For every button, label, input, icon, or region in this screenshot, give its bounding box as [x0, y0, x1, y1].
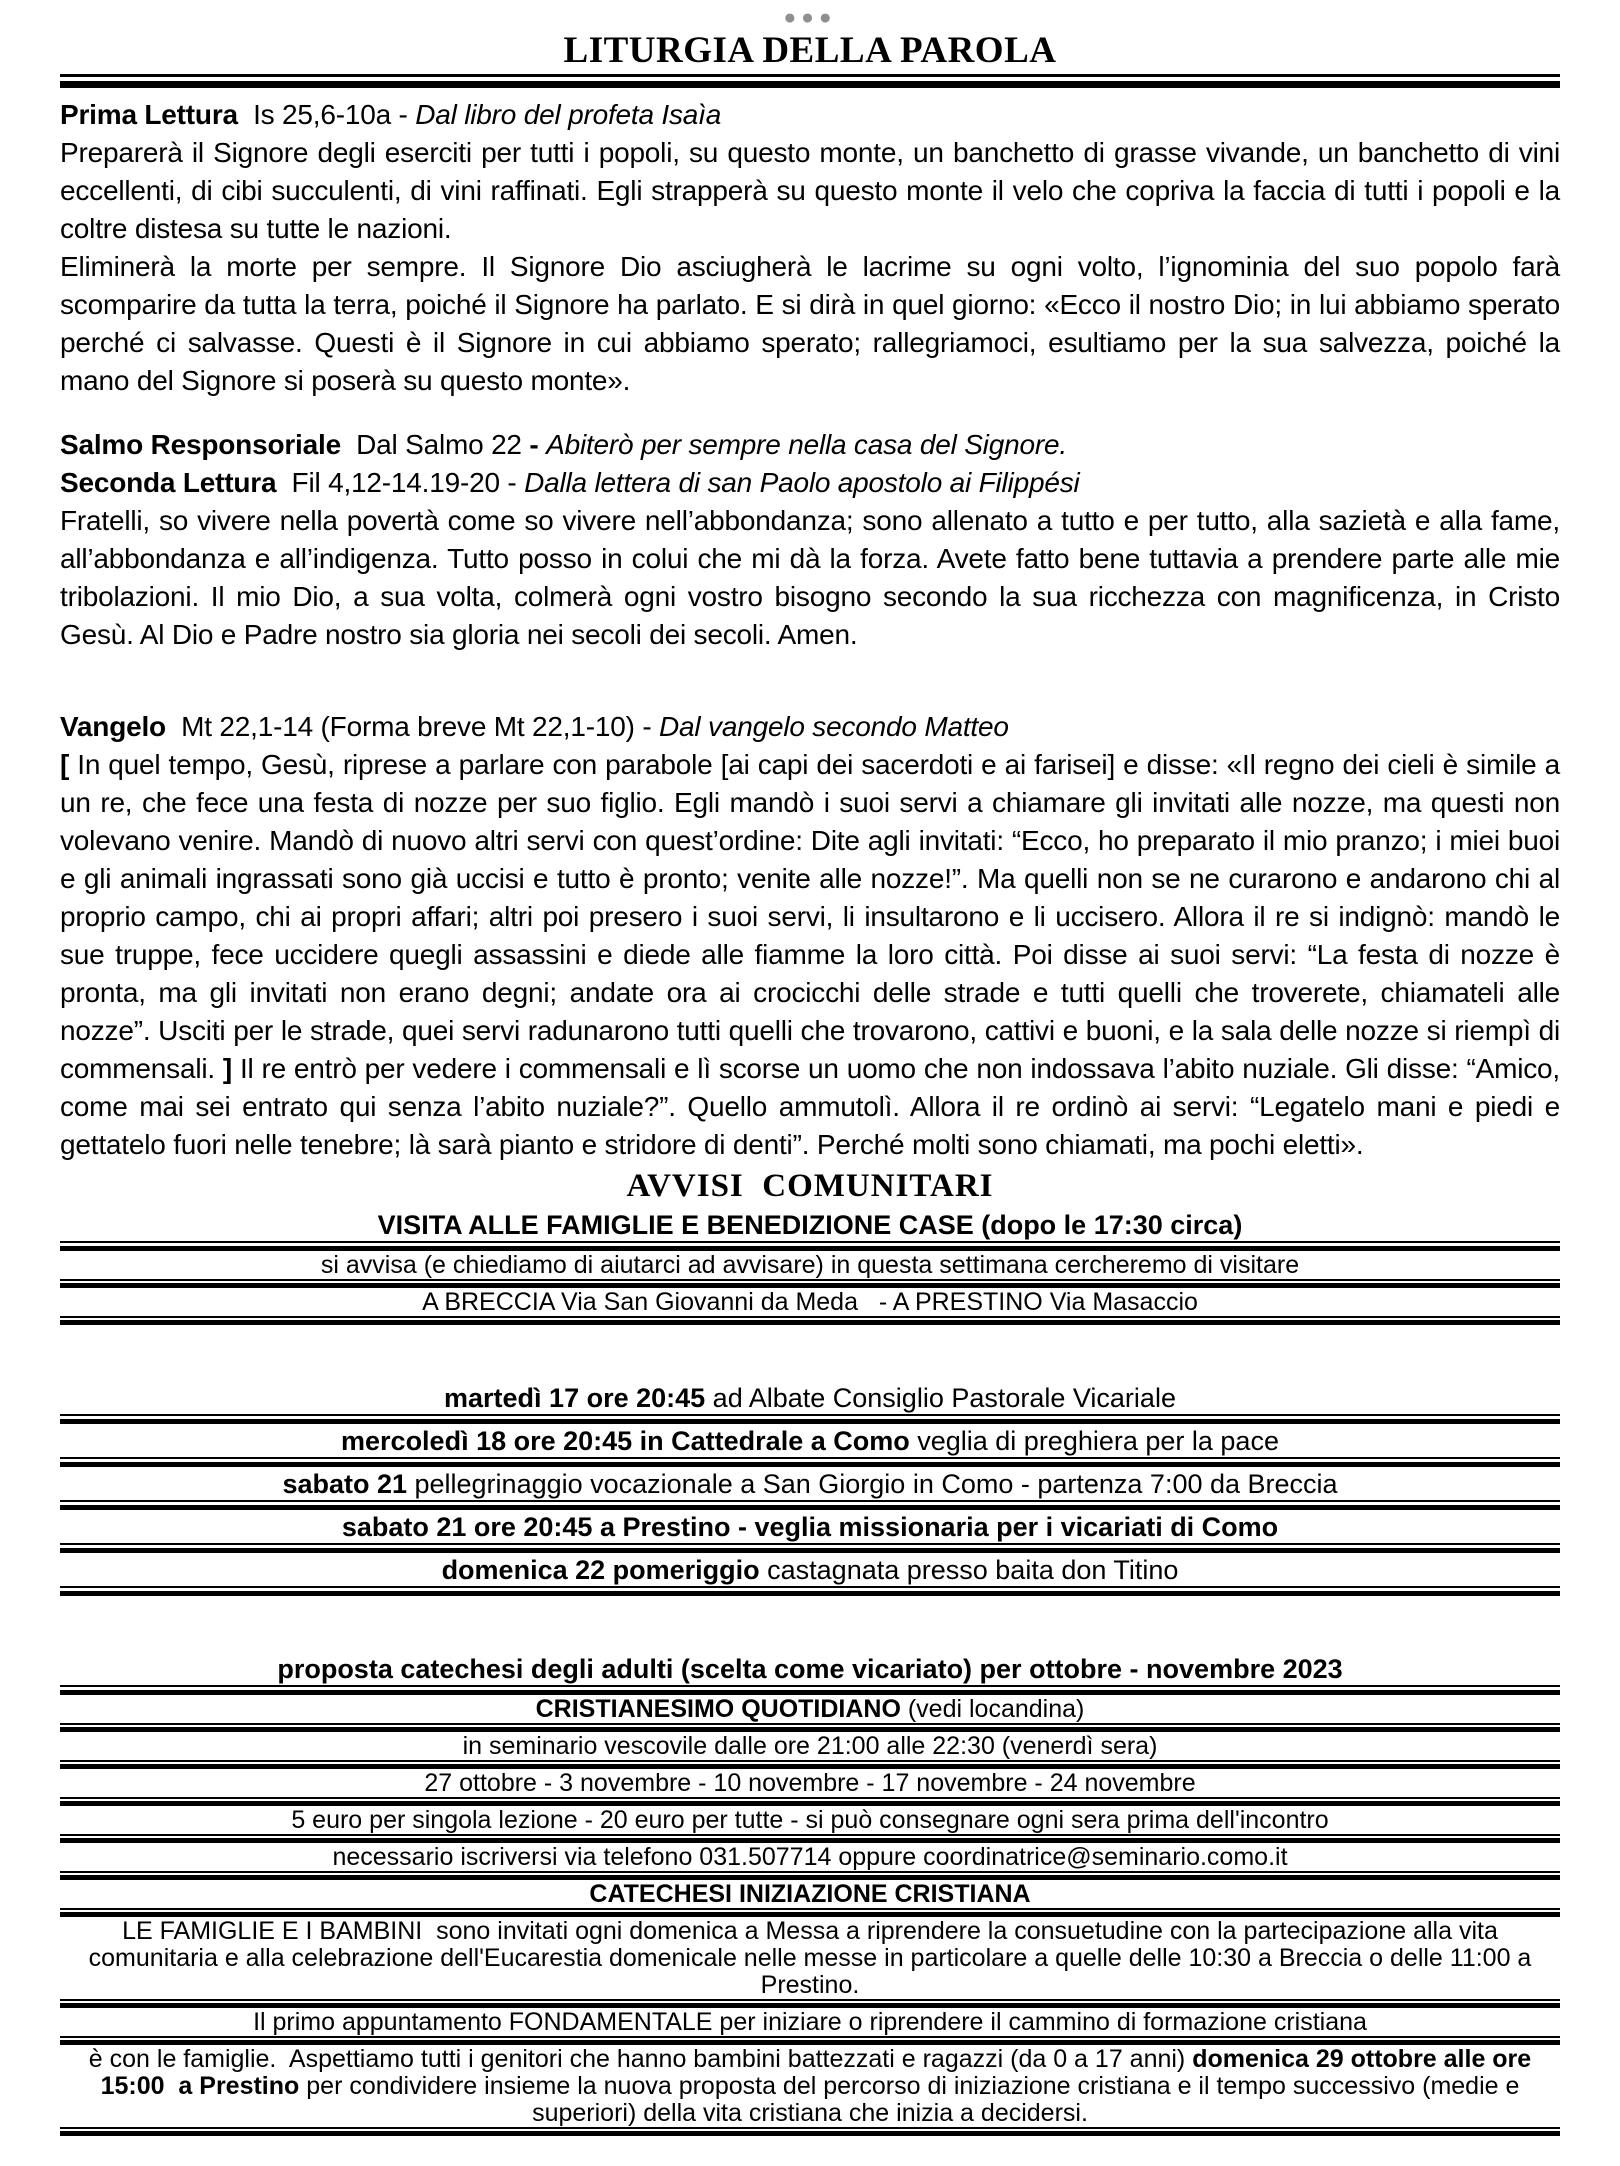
- reading-heading: [60, 708, 1560, 746]
- text-run: mercoledì 18 ore 20:45 in Cattedrale a Como: [341, 1426, 918, 1456]
- text-run: si avvisa (e chiediamo di aiutarci ad avvisare) in questa settimana cercheremo di visitare: [320, 1251, 1300, 1279]
- text-run: in seminario vescovile dalle ore 21:00 alle 22:30 (venerdì sera): [462, 1732, 1158, 1760]
- announcement-text: [60, 2008, 1560, 2038]
- announcement-text: [60, 1510, 1560, 1545]
- text-run: A BRECCIA Via San Giovanni da Meda - A PRESTINO Via Masaccio: [422, 1288, 1198, 1316]
- announcement-text: [60, 1424, 1560, 1459]
- top-dots: ●●●: [783, 6, 837, 29]
- announcement-text: [60, 1732, 1560, 1762]
- paragraph-spacer: [60, 654, 1560, 708]
- reading-paragraph: [60, 502, 1560, 654]
- announcement-text: [60, 1769, 1560, 1799]
- text-run: Dalla lettera di san Paolo apostolo ai Filippési: [524, 467, 1080, 498]
- text-run: Dal Salmo 22: [340, 429, 530, 460]
- announcement-text: [60, 1553, 1560, 1588]
- text-run: ad Albate Consiglio Pastorale Vicariale: [712, 1383, 1176, 1413]
- announcement-row: [60, 1381, 1560, 1424]
- announcement-row: [60, 1208, 1560, 1251]
- text-run: domenica 22 pomeriggio: [441, 1555, 768, 1585]
- text-run: Fil 4,12-14.19-20 -: [276, 467, 525, 498]
- announcement-row: [60, 1769, 1560, 1806]
- announcement-row: [60, 2008, 1560, 2045]
- paragraph-spacer: [60, 400, 1560, 426]
- text-run: Dal vangelo secondo Matteo: [659, 711, 1009, 742]
- liturgy-section: [60, 96, 1560, 1164]
- announcement-row: [60, 1880, 1560, 1917]
- announcement-text: [60, 1880, 1560, 1910]
- text-run: VISITA ALLE FAMIGLIE E BENEDIZIONE CASE (dopo le 17:30 circa): [377, 1210, 1243, 1240]
- text-run: Eliminerà la morte per sempre. Il Signore Dio asciugherà le lacrime su ogni volto, l’ignominia del suo popolo farà scomparire da tutta la terra, poiché il Signore ha parlato. E si dirà in quel giorno: «Ecco il nostro Dio; in lui abbiamo sperato perché ci salvasse. Questi è il Signore in cui abbiamo sperato; rallegriamoci, esultiamo per la sua salvezza, poiché la mano del Signore si poserà su questo monte».: [60, 251, 1560, 396]
- text-run: In quel tempo, Gesù, riprese a parlare con parabole [ai capi dei sacerdoti e ai farisei] e disse: «Il regno dei cieli è simile a un re, che fece una festa di nozze per suo figlio. Egli mandò i suoi servi a chiamare gli invitati alle nozze, ma questi non volevano venire. Mandò di nuovo altri servi con quest’ordine: Dite agli invitati: “Ecco, ho preparato il mio pranzo; i miei buoi e gli animali ingrassati sono già uccisi e tutto è pronto; venite alle nozze!”. Ma quelli non se ne curarono e andarono chi al proprio campo, chi ai propri affari; altri poi presero i suoi servi, li insultarono e li uccisero. Allora il re si indignò: mandò le sue truppe, fece uccidere quegli assassini e diede alle fiamme la loro città. Poi disse ai suoi servi: “La festa di nozze è pronta, ma gli invitati non erano degni; andate ora ai crocicchi delle strade e tutti quelli che troverete, chiamateli alle nozze”. Usciti per le strade, quei servi radunarono tutti quelli che trovarono, cattivi e buoni, e la sala delle nozze si riempì di commensali.: [60, 749, 1560, 1084]
- text-run: pellegrinaggio vocazionale a San Giorgio in Como - partenza 7:00 da Breccia: [414, 1469, 1338, 1499]
- text-run: sabato 21: [282, 1469, 415, 1499]
- announcement-text: [60, 1381, 1560, 1416]
- announcement-text: [60, 1917, 1560, 2001]
- text-run: Abiterò per sempre nella casa del Signore.: [546, 429, 1067, 460]
- text-run: Salmo Responsoriale: [60, 429, 341, 460]
- reading-heading: [60, 464, 1560, 502]
- text-run: CATECHESI INIZIAZIONE CRISTIANA: [589, 1880, 1031, 1908]
- text-run: proposta catechesi degli adulti (scelta come vicariato) per ottobre - novembre 2023: [277, 1654, 1343, 1684]
- text-run: LE FAMIGLIE E I BAMBINI sono invitati ogni domenica a Messa a riprendere la consuetudine con la partecipazione alla vita comunitaria e alla celebrazione dell'Eucarestia domenicale nelle messe in particolare a quelle delle 10:30 a Breccia o delle 11:00 a Prestino.: [88, 1917, 1539, 1999]
- page-title: LITURGIA DELLA PAROLA: [563, 30, 1057, 71]
- reading-heading: [60, 96, 1560, 134]
- text-run: 5 euro per singola lezione - 20 euro per tutte - si può consegnare ogni sera prima dell'incontro: [291, 1806, 1329, 1834]
- announcement-row: [60, 1843, 1560, 1880]
- announcement-row: [60, 1917, 1560, 2008]
- text-run: Il re entrò per vedere i commensali e lì scorse un uomo che non indossava l’abito nuziale. Gli disse: “Amico, come mai sei entrato qui senza l’abito nuziale?”. Quello ammutolì. Allora il re ordinò ai servi: “Legatelo mani e piedi e gettatelo fuori nelle tenebre; là sarà pianto e stridore di denti”. Perché molti sono chiamati, ma pochi eletti».: [60, 1053, 1560, 1160]
- text-run: [: [60, 749, 78, 780]
- announcement-row: [60, 1806, 1560, 1843]
- text-run: Fratelli, so vivere nella povertà come so vivere nell’abbondanza; sono allenato a tutto e per tutto, alla sazietà e alla fame, all’abbondanza e all’indigenza. Tutto posso in colui che mi dà la forza. Avete fatto bene tuttavia a prendere parte alle mie tribolazioni. Il mio Dio, a sua volta, colmerà ogni vostro bisogno secondo la sua ricchezza con magnificenza, in Cristo Gesù. Al Dio e Padre nostro sia gloria nei secoli dei secoli. Amen.: [60, 505, 1560, 650]
- announcement-row: [60, 1695, 1560, 1732]
- announcement-row: [60, 1251, 1560, 1288]
- announcements-section: [60, 1208, 1560, 2136]
- text-run: castagnata presso baita don Titino: [767, 1555, 1179, 1585]
- announcement-text: [60, 2045, 1560, 2129]
- reading-paragraph: [60, 248, 1560, 400]
- text-run: Dal libro del profeta Isaìa: [415, 99, 722, 130]
- announcement-row: [60, 2045, 1560, 2136]
- text-run: Mt 22,1-14 (Forma breve Mt 22,1-10) -: [165, 711, 660, 742]
- announcement-text: [60, 1208, 1560, 1243]
- text-run: è con le famiglie. Aspettiamo tutti i genitori che hanno bambini battezzati e ragazzi (da 0 a 17 anni): [88, 2045, 1193, 2073]
- announcement-row: [60, 1288, 1560, 1325]
- announcement-row: [60, 1553, 1560, 1596]
- text-run: per condividere insieme la nuova proposta del percorso di iniziazione cristiana e il tempo successivo (medie e superiori) della vita cristiana che inizia a decidersi.: [299, 2072, 1527, 2127]
- text-run: Prima Lettura: [60, 99, 238, 130]
- announcement-text: [60, 1467, 1560, 1502]
- reading-paragraph: [60, 746, 1560, 1164]
- text-run: ]: [222, 1053, 240, 1084]
- announcement-text: [60, 1288, 1560, 1318]
- announcement-row: [60, 1510, 1560, 1553]
- announcement-row: [60, 1424, 1560, 1467]
- text-run: Seconda Lettura: [60, 467, 277, 498]
- announcement-text: [60, 1843, 1560, 1873]
- announcements-title: AVVISI COMUNITARI: [626, 1168, 994, 1204]
- announcement-row: [60, 1732, 1560, 1769]
- text-run: sabato 21 ore 20:45 a Prestino - veglia missionaria per i vicariati di Como: [341, 1512, 1279, 1542]
- text-run: Vangelo: [60, 711, 166, 742]
- title-rule: [60, 74, 1560, 88]
- reading-paragraph: [60, 134, 1560, 248]
- text-run: CRISTIANESIMO QUOTIDIANO: [535, 1695, 908, 1723]
- announcement-text: [60, 1806, 1560, 1836]
- text-run: -: [529, 429, 547, 460]
- text-run: 27 ottobre - 3 novembre - 10 novembre - 17 novembre - 24 novembre: [424, 1769, 1196, 1797]
- announcement-text: [60, 1251, 1560, 1281]
- text-run: Preparerà il Signore degli eserciti per tutti i popoli, su questo monte, un banchetto di grasse vivande, un banchetto di vini eccellenti, di cibi succulenti, di vini raffinati. Egli strapperà su questo monte il velo che copriva la faccia di tutti i popoli e la coltre distesa su tutte le nazioni.: [60, 137, 1560, 244]
- text-run: necessario iscriversi via telefono 031.507714 oppure coordinatrice@seminario.como.it: [332, 1843, 1288, 1871]
- reading-heading: [60, 426, 1560, 464]
- text-run: veglia di preghiera per la pace: [917, 1426, 1279, 1456]
- text-run: (vedi locandina): [907, 1695, 1085, 1723]
- text-run: domenica 29 ottobre alle ore 15:00 a Prestino: [100, 2045, 1539, 2100]
- text-run: martedì 17 ore 20:45: [444, 1383, 713, 1413]
- announcement-row: [60, 1652, 1560, 1695]
- announcement-text: [60, 1652, 1560, 1687]
- text-run: Il primo appuntamento FONDAMENTALE per iniziare o riprendere il cammino di formazione cristiana: [253, 2008, 1367, 2036]
- announcement-text: [60, 1695, 1560, 1725]
- announcement-row: [60, 1467, 1560, 1510]
- text-run: Is 25,6-10a -: [237, 99, 416, 130]
